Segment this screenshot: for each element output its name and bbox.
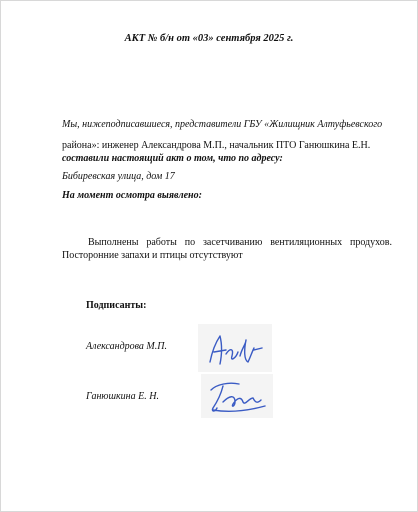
intro-line-1: Мы, нижеподписавшиеся, представители ГБУ «Жилищник Алтуфьевского	[62, 119, 383, 130]
signer-name-2: Ганюшкина Е. Н.	[86, 391, 159, 402]
address-heading: составили настоящий акт о том, что по адресу:	[62, 153, 283, 164]
inspection-heading: На момент осмотра выявлено:	[62, 190, 202, 201]
signature-2	[199, 372, 275, 420]
signer-name-1: Александрова М.П.	[86, 341, 167, 352]
signers-heading: Подписанты:	[86, 300, 147, 311]
document-title: АКТ № б/н от «03» сентября 2025 г.	[124, 33, 294, 44]
intro-line-2: района»: инженер Александрова М.П., начальник ПТО Ганюшкина Е.Н.	[62, 140, 371, 151]
inspection-body: Выполнены работы по засетчиванию вентиляционных продухов. Посторонние запахи и птицы отсутствуют	[62, 237, 392, 261]
signature-1	[196, 322, 274, 374]
address-text: Бибиревская улица, дом 17	[62, 171, 175, 182]
